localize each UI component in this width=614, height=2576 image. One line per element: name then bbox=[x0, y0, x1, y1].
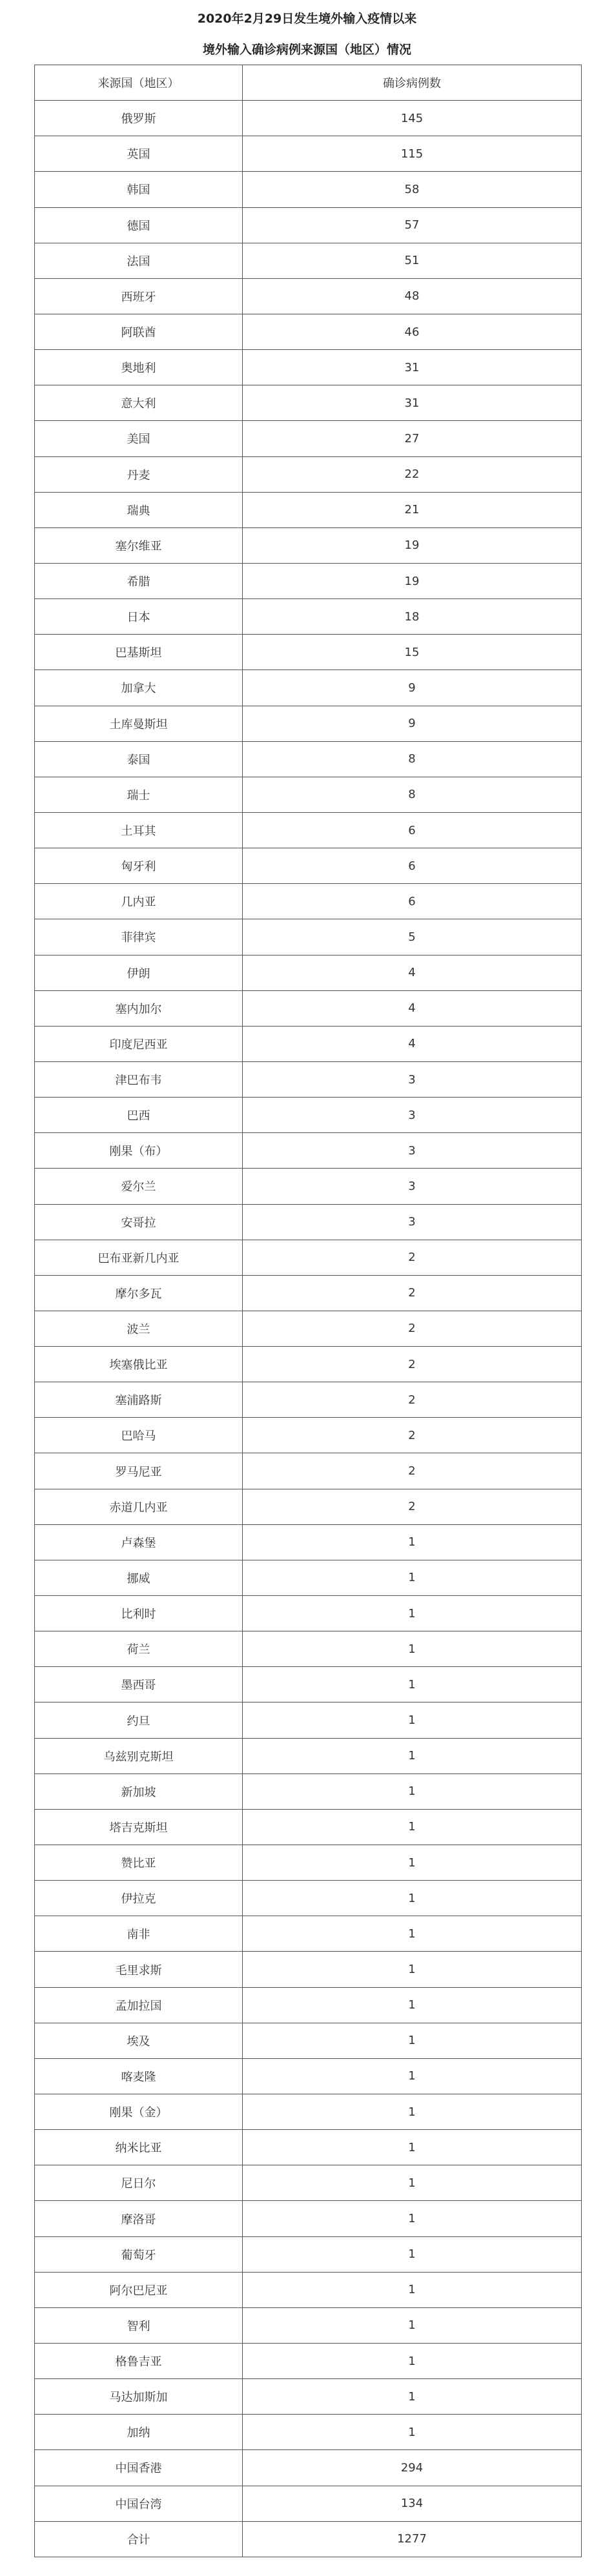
cell-source-country: 奥地利 bbox=[35, 350, 243, 385]
table-row bbox=[35, 2023, 582, 2058]
table-row bbox=[35, 350, 582, 385]
cell-source-country: 菲律宾 bbox=[35, 919, 243, 955]
table-row bbox=[35, 990, 582, 1026]
cell-source-country: 日本 bbox=[35, 599, 243, 635]
table-row bbox=[35, 2236, 582, 2272]
cell-confirmed-cases: 1 bbox=[243, 1845, 582, 1881]
cell-confirmed-cases: 3 bbox=[243, 1098, 582, 1133]
cell-source-country: 毛里求斯 bbox=[35, 1952, 243, 1987]
cell-source-country: 刚果（金） bbox=[35, 2094, 243, 2130]
table-row bbox=[35, 2094, 582, 2130]
cell-source-country: 印度尼西亚 bbox=[35, 1026, 243, 1061]
table-row bbox=[35, 2344, 582, 2379]
cell-source-country: 丹麦 bbox=[35, 456, 243, 492]
cell-source-country: 阿尔巴尼亚 bbox=[35, 2272, 243, 2307]
cell-confirmed-cases: 1 bbox=[243, 2058, 582, 2094]
cell-source-country: 赤道几内亚 bbox=[35, 1489, 243, 1524]
table-row bbox=[35, 243, 582, 278]
header-confirmed-cases: 确诊病例数 bbox=[243, 65, 582, 101]
cell-confirmed-cases: 6 bbox=[243, 812, 582, 848]
cell-confirmed-cases: 2 bbox=[243, 1347, 582, 1382]
cell-source-country: 加拿大 bbox=[35, 670, 243, 706]
table-row bbox=[35, 884, 582, 919]
cell-source-country: 意大利 bbox=[35, 385, 243, 421]
cell-confirmed-cases: 27 bbox=[243, 421, 582, 456]
table-row bbox=[35, 492, 582, 527]
table-row bbox=[35, 2415, 582, 2450]
cell-confirmed-cases: 9 bbox=[243, 706, 582, 741]
cell-confirmed-cases: 31 bbox=[243, 350, 582, 385]
cell-confirmed-cases: 57 bbox=[243, 207, 582, 243]
cell-source-country: 刚果（布） bbox=[35, 1133, 243, 1169]
cell-confirmed-cases: 6 bbox=[243, 848, 582, 884]
cell-confirmed-cases: 2 bbox=[243, 1275, 582, 1311]
cell-confirmed-cases: 1 bbox=[243, 1916, 582, 1952]
cell-confirmed-cases: 1 bbox=[243, 1952, 582, 1987]
table-row bbox=[35, 670, 582, 706]
cell-confirmed-cases: 1 bbox=[243, 2236, 582, 2272]
cell-source-country: 塞内加尔 bbox=[35, 990, 243, 1026]
table-row bbox=[35, 2272, 582, 2307]
cell-source-country: 土耳其 bbox=[35, 812, 243, 848]
cell-source-country: 美国 bbox=[35, 421, 243, 456]
cell-confirmed-cases: 18 bbox=[243, 599, 582, 635]
cell-source-country: 匈牙利 bbox=[35, 848, 243, 884]
cell-confirmed-cases: 31 bbox=[243, 385, 582, 421]
table-row bbox=[35, 1418, 582, 1453]
table-row bbox=[35, 172, 582, 207]
table-row bbox=[35, 848, 582, 884]
cell-source-country: 几内亚 bbox=[35, 884, 243, 919]
table-row bbox=[35, 1169, 582, 1204]
cell-source-country: 巴哈马 bbox=[35, 1418, 243, 1453]
table-row bbox=[35, 136, 582, 172]
cell-confirmed-cases: 3 bbox=[243, 1169, 582, 1204]
cell-confirmed-cases: 1 bbox=[243, 2379, 582, 2415]
cell-source-country: 波兰 bbox=[35, 1311, 243, 1346]
cell-confirmed-cases: 9 bbox=[243, 670, 582, 706]
table-row bbox=[35, 1524, 582, 1560]
cell-confirmed-cases: 51 bbox=[243, 243, 582, 278]
cell-source-country: 法国 bbox=[35, 243, 243, 278]
cell-confirmed-cases: 21 bbox=[243, 492, 582, 527]
table-row bbox=[35, 2130, 582, 2165]
cell-confirmed-cases: 1 bbox=[243, 2094, 582, 2130]
table-row bbox=[35, 1631, 582, 1667]
table-row bbox=[35, 1987, 582, 2023]
table-row bbox=[35, 2307, 582, 2343]
table-row bbox=[35, 1881, 582, 1916]
table-row bbox=[35, 1916, 582, 1952]
document-title: 2020年2月29日发生境外输入疫情以来 bbox=[197, 12, 417, 26]
header-source-country: 来源国（地区） bbox=[35, 65, 243, 101]
cell-confirmed-cases: 1 bbox=[243, 1987, 582, 2023]
table-row bbox=[35, 385, 582, 421]
cell-confirmed-cases: 2 bbox=[243, 1382, 582, 1418]
cell-confirmed-cases: 5 bbox=[243, 919, 582, 955]
cell-source-country: 泰国 bbox=[35, 741, 243, 777]
cell-confirmed-cases: 1 bbox=[243, 1738, 582, 1774]
table-body bbox=[35, 101, 582, 2557]
cell-source-country: 格鲁吉亚 bbox=[35, 2344, 243, 2379]
table-row bbox=[35, 1347, 582, 1382]
table-row bbox=[35, 955, 582, 990]
cell-source-country: 马达加斯加 bbox=[35, 2379, 243, 2415]
table-row bbox=[35, 2521, 582, 2557]
cell-confirmed-cases: 294 bbox=[243, 2450, 582, 2486]
cell-confirmed-cases: 1 bbox=[243, 1631, 582, 1667]
cell-source-country: 塞浦路斯 bbox=[35, 1382, 243, 1418]
table-row bbox=[35, 1098, 582, 1133]
cell-confirmed-cases: 4 bbox=[243, 990, 582, 1026]
table-row bbox=[35, 706, 582, 741]
cell-confirmed-cases: 1 bbox=[243, 2344, 582, 2379]
cell-confirmed-cases: 1 bbox=[243, 2307, 582, 2343]
cell-source-country: 纳米比亚 bbox=[35, 2130, 243, 2165]
cell-source-country: 巴布亚新几内亚 bbox=[35, 1240, 243, 1275]
table-row bbox=[35, 1240, 582, 1275]
cell-confirmed-cases: 1 bbox=[243, 1702, 582, 1738]
cell-source-country: 比利时 bbox=[35, 1596, 243, 1631]
cell-source-country: 合计 bbox=[35, 2521, 243, 2557]
table-row bbox=[35, 812, 582, 848]
cell-confirmed-cases: 1 bbox=[243, 1774, 582, 1809]
table-row bbox=[35, 1489, 582, 1524]
table-row bbox=[35, 1311, 582, 1346]
cell-confirmed-cases: 1277 bbox=[243, 2521, 582, 2557]
cell-source-country: 爱尔兰 bbox=[35, 1169, 243, 1204]
cell-source-country: 埃塞俄比亚 bbox=[35, 1347, 243, 1382]
cell-source-country: 墨西哥 bbox=[35, 1667, 243, 1702]
cell-confirmed-cases: 1 bbox=[243, 1560, 582, 1595]
cell-source-country: 约旦 bbox=[35, 1702, 243, 1738]
cell-source-country: 摩尔多瓦 bbox=[35, 1275, 243, 1311]
table-row bbox=[35, 635, 582, 670]
cell-source-country: 卢森堡 bbox=[35, 1524, 243, 1560]
table-row bbox=[35, 777, 582, 812]
cell-source-country: 土库曼斯坦 bbox=[35, 706, 243, 741]
cell-source-country: 伊朗 bbox=[35, 955, 243, 990]
cell-source-country: 伊拉克 bbox=[35, 1881, 243, 1916]
cell-confirmed-cases: 2 bbox=[243, 1453, 582, 1489]
cell-confirmed-cases: 2 bbox=[243, 1418, 582, 1453]
table-row bbox=[35, 1845, 582, 1881]
cell-confirmed-cases: 46 bbox=[243, 314, 582, 349]
cell-source-country: 埃及 bbox=[35, 2023, 243, 2058]
table-row bbox=[35, 2450, 582, 2486]
cell-source-country: 新加坡 bbox=[35, 1774, 243, 1809]
cell-source-country: 智利 bbox=[35, 2307, 243, 2343]
table-row bbox=[35, 2379, 582, 2415]
cell-confirmed-cases: 134 bbox=[243, 2486, 582, 2521]
cell-source-country: 中国香港 bbox=[35, 2450, 243, 2486]
table-row bbox=[35, 2058, 582, 2094]
table-row bbox=[35, 1133, 582, 1169]
table-row bbox=[35, 1453, 582, 1489]
cell-confirmed-cases: 1 bbox=[243, 1524, 582, 1560]
cell-confirmed-cases: 1 bbox=[243, 1809, 582, 1845]
table-row bbox=[35, 314, 582, 349]
table-row bbox=[35, 919, 582, 955]
cell-confirmed-cases: 22 bbox=[243, 456, 582, 492]
table-row bbox=[35, 101, 582, 136]
table-row bbox=[35, 1952, 582, 1987]
cell-source-country: 赞比亚 bbox=[35, 1845, 243, 1881]
cell-source-country: 韩国 bbox=[35, 172, 243, 207]
cell-source-country: 喀麦隆 bbox=[35, 2058, 243, 2094]
cell-source-country: 巴基斯坦 bbox=[35, 635, 243, 670]
cell-confirmed-cases: 2 bbox=[243, 1311, 582, 1346]
table-row bbox=[35, 207, 582, 243]
table-row bbox=[35, 1275, 582, 1311]
cell-confirmed-cases: 1 bbox=[243, 1881, 582, 1916]
table-row bbox=[35, 1667, 582, 1702]
table-row bbox=[35, 456, 582, 492]
cell-confirmed-cases: 3 bbox=[243, 1133, 582, 1169]
cell-confirmed-cases: 3 bbox=[243, 1061, 582, 1097]
cell-confirmed-cases: 15 bbox=[243, 635, 582, 670]
cell-confirmed-cases: 2 bbox=[243, 1489, 582, 1524]
cell-source-country: 中国台湾 bbox=[35, 2486, 243, 2521]
cell-confirmed-cases: 1 bbox=[243, 2023, 582, 2058]
cell-confirmed-cases: 19 bbox=[243, 563, 582, 598]
cell-confirmed-cases: 1 bbox=[243, 2201, 582, 2236]
cell-source-country: 塞尔维亚 bbox=[35, 527, 243, 563]
cell-source-country: 塔吉克斯坦 bbox=[35, 1809, 243, 1845]
cell-confirmed-cases: 6 bbox=[243, 884, 582, 919]
cell-source-country: 希腊 bbox=[35, 563, 243, 598]
cell-source-country: 乌兹别克斯坦 bbox=[35, 1738, 243, 1774]
cases-table bbox=[34, 65, 582, 2557]
table-row bbox=[35, 1026, 582, 1061]
cell-source-country: 德国 bbox=[35, 207, 243, 243]
table-row bbox=[35, 527, 582, 563]
cell-source-country: 阿联酋 bbox=[35, 314, 243, 349]
document-subtitle: 境外输入确诊病例来源国（地区）情况 bbox=[202, 43, 411, 57]
table-row bbox=[35, 1560, 582, 1595]
table-row bbox=[35, 278, 582, 314]
cell-source-country: 孟加拉国 bbox=[35, 1987, 243, 2023]
cell-source-country: 挪威 bbox=[35, 1560, 243, 1595]
table-row bbox=[35, 563, 582, 598]
table-row bbox=[35, 741, 582, 777]
cell-confirmed-cases: 1 bbox=[243, 2165, 582, 2201]
cell-source-country: 西班牙 bbox=[35, 278, 243, 314]
cell-source-country: 安哥拉 bbox=[35, 1204, 243, 1240]
cell-source-country: 摩洛哥 bbox=[35, 2201, 243, 2236]
table-row bbox=[35, 1382, 582, 1418]
cell-confirmed-cases: 1 bbox=[243, 2130, 582, 2165]
table-row bbox=[35, 1702, 582, 1738]
cell-source-country: 尼日尔 bbox=[35, 2165, 243, 2201]
cell-confirmed-cases: 1 bbox=[243, 2415, 582, 2450]
cell-source-country: 英国 bbox=[35, 136, 243, 172]
table-row bbox=[35, 1204, 582, 1240]
cell-source-country: 南非 bbox=[35, 1916, 243, 1952]
cell-source-country: 罗马尼亚 bbox=[35, 1453, 243, 1489]
table-row bbox=[35, 421, 582, 456]
table-row bbox=[35, 2165, 582, 2201]
cell-confirmed-cases: 1 bbox=[243, 1596, 582, 1631]
cell-source-country: 俄罗斯 bbox=[35, 101, 243, 136]
cell-source-country: 葡萄牙 bbox=[35, 2236, 243, 2272]
cell-source-country: 瑞典 bbox=[35, 492, 243, 527]
table-row bbox=[35, 1738, 582, 1774]
cell-confirmed-cases: 4 bbox=[243, 955, 582, 990]
table-row bbox=[35, 2201, 582, 2236]
cell-confirmed-cases: 48 bbox=[243, 278, 582, 314]
table-row bbox=[35, 2486, 582, 2521]
cell-confirmed-cases: 4 bbox=[243, 1026, 582, 1061]
cell-confirmed-cases: 8 bbox=[243, 741, 582, 777]
cell-confirmed-cases: 2 bbox=[243, 1240, 582, 1275]
table-row bbox=[35, 1061, 582, 1097]
cell-source-country: 加纳 bbox=[35, 2415, 243, 2450]
cell-confirmed-cases: 145 bbox=[243, 101, 582, 136]
cell-source-country: 津巴布韦 bbox=[35, 1061, 243, 1097]
cell-source-country: 巴西 bbox=[35, 1098, 243, 1133]
cell-confirmed-cases: 58 bbox=[243, 172, 582, 207]
table-row bbox=[35, 599, 582, 635]
table-row bbox=[35, 1809, 582, 1845]
table-header-row bbox=[35, 65, 582, 101]
cell-source-country: 荷兰 bbox=[35, 1631, 243, 1667]
cell-confirmed-cases: 19 bbox=[243, 527, 582, 563]
cell-source-country: 瑞士 bbox=[35, 777, 243, 812]
cell-confirmed-cases: 1 bbox=[243, 1667, 582, 1702]
cell-confirmed-cases: 3 bbox=[243, 1204, 582, 1240]
cell-confirmed-cases: 1 bbox=[243, 2272, 582, 2307]
cell-confirmed-cases: 115 bbox=[243, 136, 582, 172]
cell-confirmed-cases: 8 bbox=[243, 777, 582, 812]
table-row bbox=[35, 1774, 582, 1809]
table-row bbox=[35, 1596, 582, 1631]
